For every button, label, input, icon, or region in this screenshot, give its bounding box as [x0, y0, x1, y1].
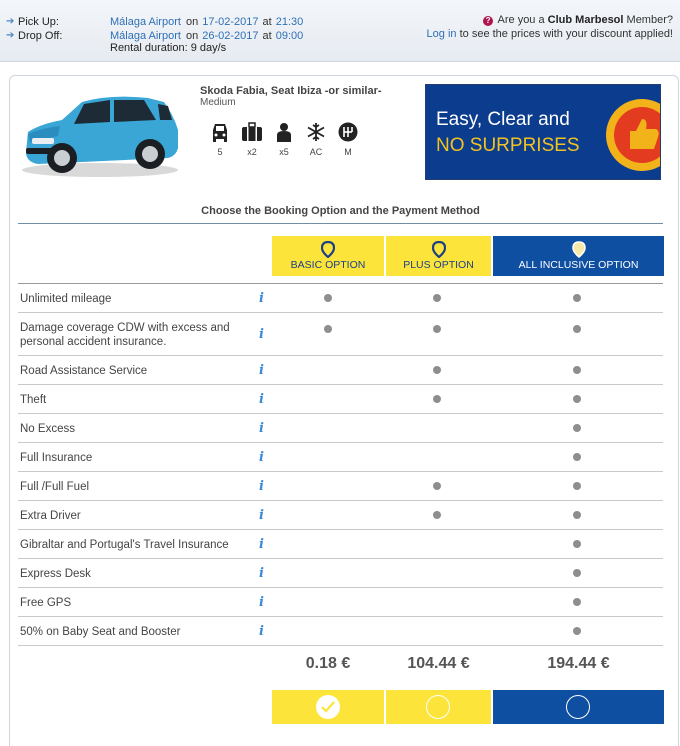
feature-name: Full /Full Fuel — [20, 481, 90, 493]
included-dot-all — [573, 325, 581, 333]
car-door-icon — [211, 122, 229, 142]
feature-name: Free GPS — [20, 597, 72, 609]
car-features — [204, 122, 364, 157]
checkmark-icon — [321, 701, 335, 713]
club-login-prompt — [427, 13, 673, 41]
pickup-on: on — [186, 15, 199, 28]
car-name: Skoda Fabia, Seat Ibiza -or similar- — [200, 85, 382, 97]
included-dot-basic — [324, 325, 332, 333]
included-dot-all — [573, 294, 581, 302]
feature-ac-value: AC — [309, 147, 323, 157]
feature-ac — [300, 122, 332, 157]
table-row — [18, 443, 663, 472]
feature-name: Gibraltar and Portugal's Travel Insurance — [20, 539, 229, 551]
feature-transmission-value: M — [344, 147, 352, 157]
feature-seats-value: x5 — [279, 147, 289, 157]
feature-name: Damage coverage CDW with excess and personal accident insurance. — [20, 322, 230, 348]
included-dot-all — [573, 395, 581, 403]
banner-line-2: NO SURPRISES — [436, 135, 580, 156]
arrow-right-icon: ➔ — [6, 16, 15, 27]
option-label-basic: BASIC OPTION — [290, 259, 366, 271]
feature-seats — [268, 122, 300, 157]
price-all-inclusive: 194.44 € — [547, 655, 610, 672]
table-row — [18, 588, 663, 617]
info-icon[interactable]: i — [259, 507, 264, 523]
snowflake-icon — [306, 122, 326, 142]
feature-comparison-table — [18, 283, 663, 646]
banner-line-1: Easy, Clear and — [436, 109, 570, 130]
table-row — [18, 559, 663, 588]
promo-banner — [425, 84, 661, 180]
feature-luggage-value: x2 — [247, 147, 257, 157]
suitcase-icon — [241, 122, 263, 142]
feature-transmission — [332, 122, 364, 157]
info-icon[interactable]: i — [259, 362, 264, 378]
included-dot-all — [573, 540, 581, 548]
included-dot-basic — [324, 294, 332, 302]
info-icon[interactable]: i — [259, 449, 264, 465]
option-label-all-inclusive: ALL INCLUSIVE OPTION — [518, 259, 639, 271]
select-plus-option[interactable] — [386, 690, 491, 724]
info-icon[interactable]: i — [259, 623, 264, 639]
pickup-location: Málaga Airport — [110, 15, 181, 28]
select-all-inclusive-option[interactable] — [493, 690, 664, 724]
car-image — [18, 90, 182, 180]
included-dot-plus — [433, 325, 441, 333]
question-icon: ? — [483, 16, 493, 26]
radio-all-inclusive[interactable] — [566, 695, 590, 719]
radio-basic[interactable] — [316, 695, 340, 719]
info-icon[interactable]: i — [259, 391, 264, 407]
feature-name: Extra Driver — [20, 510, 81, 522]
feature-name: No Excess — [20, 423, 75, 435]
table-row — [18, 414, 663, 443]
arrow-left-icon: ➔ — [6, 30, 15, 41]
booking-section-title: Choose the Booking Option and the Payment Method — [18, 205, 663, 224]
feature-name: 50% on Baby Seat and Booster — [20, 626, 181, 638]
feature-luggage — [236, 122, 268, 157]
feature-name: Express Desk — [20, 568, 91, 580]
info-icon[interactable]: i — [259, 290, 264, 306]
dropoff-on: on — [186, 29, 199, 42]
map-pin-icon — [572, 241, 586, 258]
included-dot-all — [573, 598, 581, 606]
dropoff-row — [6, 29, 303, 42]
included-dot-plus — [433, 366, 441, 374]
rental-summary-bar — [0, 0, 680, 62]
dropoff-date: 26-02-2017 — [202, 29, 259, 42]
included-dot-all — [573, 453, 581, 461]
included-dot-all — [573, 627, 581, 635]
table-row — [18, 472, 663, 501]
option-header-basic[interactable] — [272, 236, 384, 276]
select-basic-option[interactable] — [272, 690, 384, 724]
included-dot-plus — [433, 395, 441, 403]
info-icon[interactable]: i — [259, 478, 264, 494]
included-dot-all — [573, 424, 581, 432]
option-header-plus[interactable] — [386, 236, 491, 276]
feature-doors-value: 5 — [217, 147, 223, 157]
rental-duration: Rental duration: 9 day/s — [110, 42, 227, 54]
login-link[interactable]: Log in — [426, 28, 457, 40]
included-dot-plus — [433, 294, 441, 302]
pickup-time: 21:30 — [275, 15, 304, 28]
feature-name: Road Assistance Service — [20, 365, 148, 377]
dropoff-label: Drop Off: — [18, 29, 63, 42]
login-suffix: to see the prices with your discount applied! — [459, 28, 673, 40]
info-icon[interactable]: i — [259, 326, 264, 342]
info-icon[interactable]: i — [259, 565, 264, 581]
table-row — [18, 385, 663, 414]
gear-shift-icon — [338, 122, 358, 142]
club-question-prefix: Are you a — [497, 14, 545, 26]
table-row — [18, 356, 663, 385]
table-row — [18, 284, 663, 313]
included-dot-all — [573, 482, 581, 490]
feature-name: Unlimited mileage — [20, 293, 112, 305]
info-icon[interactable]: i — [259, 594, 264, 610]
club-question-suffix: Member? — [626, 14, 673, 26]
table-row — [18, 617, 663, 646]
dropoff-location: Málaga Airport — [110, 29, 181, 42]
option-label-plus: PLUS OPTION — [403, 259, 474, 271]
map-pin-icon — [321, 241, 335, 258]
club-name: Club Marbesol — [547, 14, 624, 26]
table-row — [18, 530, 663, 559]
option-header-all-inclusive[interactable] — [493, 236, 664, 276]
pickup-at: at — [262, 15, 272, 28]
included-dot-plus — [433, 511, 441, 519]
included-dot-all — [573, 511, 581, 519]
feature-doors — [204, 122, 236, 157]
price-plus: 104.44 € — [407, 655, 470, 672]
included-dot-all — [573, 366, 581, 374]
radio-plus[interactable] — [426, 695, 450, 719]
car-category: Medium — [200, 97, 236, 108]
info-icon[interactable]: i — [259, 420, 264, 436]
dropoff-at: at — [262, 29, 272, 42]
table-row — [18, 501, 663, 530]
feature-name: Theft — [20, 394, 47, 406]
person-icon — [275, 122, 293, 142]
pickup-date: 17-02-2017 — [202, 15, 259, 28]
feature-name: Full Insurance — [20, 452, 93, 464]
info-icon[interactable]: i — [259, 536, 264, 552]
map-pin-icon — [432, 241, 446, 258]
pickup-row — [6, 15, 303, 28]
price-basic: 0.18 € — [305, 655, 351, 672]
included-dot-all — [573, 569, 581, 577]
included-dot-plus — [433, 482, 441, 490]
pickup-label: Pick Up: — [18, 15, 59, 28]
table-row — [18, 313, 663, 356]
thumbs-up-logo-icon — [602, 95, 661, 175]
dropoff-time: 09:00 — [275, 29, 304, 42]
